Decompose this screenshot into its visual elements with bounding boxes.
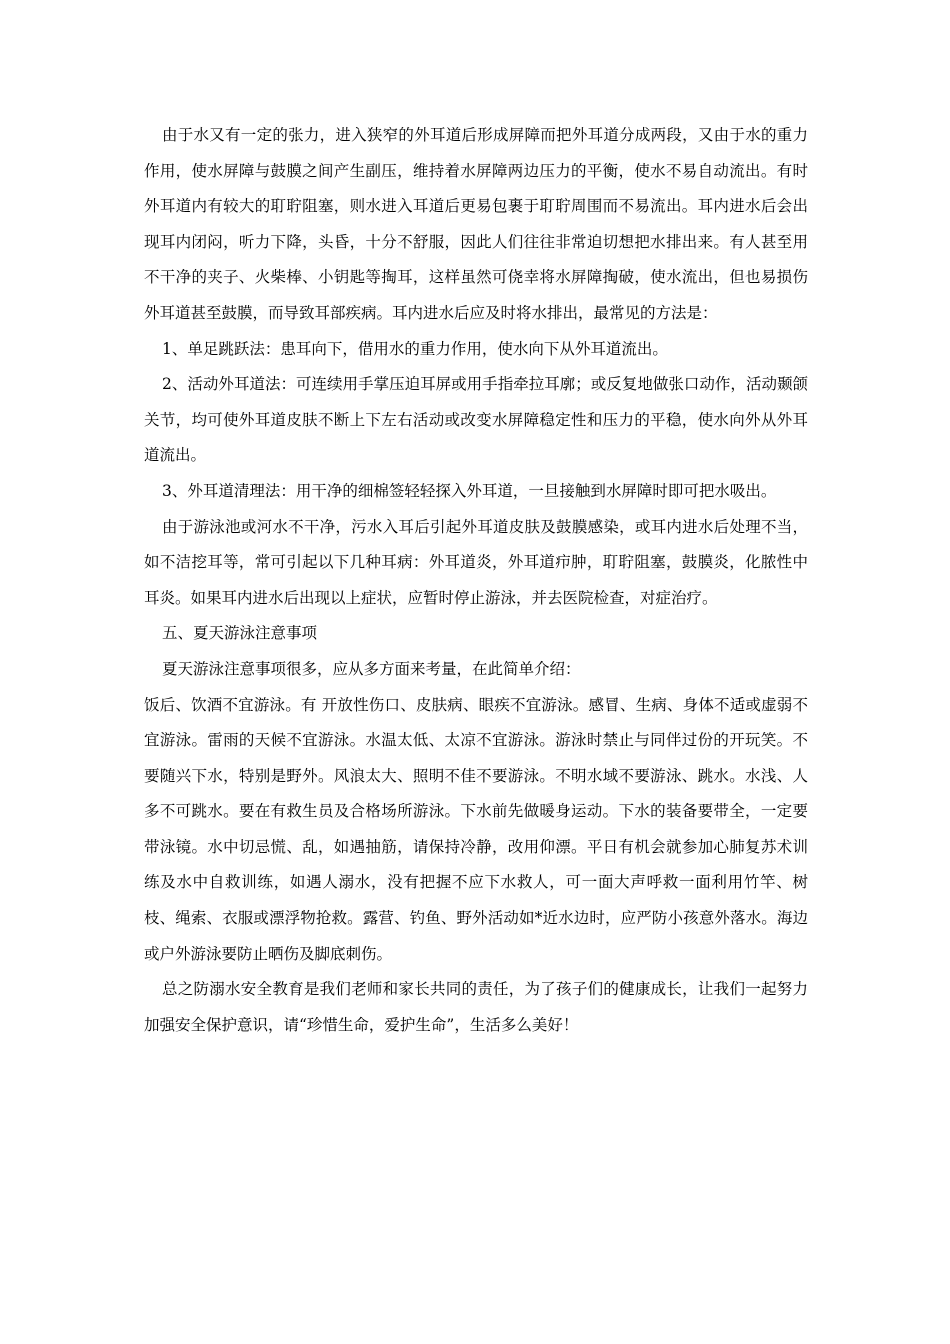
paragraph-swimming-rules: 饭后、饮酒不宜游泳。有 开放性伤口、皮肤病、眼疾不宜游泳。感冒、生病、身体不适或虚弱不宜游泳。雷雨的天候不宜游泳。水温太低、太凉不宜游泳。游泳时禁止与同伴过份的开玩笑。不要随兴下水，特别是野外。风浪太大、照明不佳不要游泳。不明水域不要游泳、跳水。水浅、人多不可跳水。要在有救生员及合格场所游泳。下水前先做暖身运动。下水的装备要带全，一定要带泳镜。水中切忌慌、乱，如遇抽筋，请保持冷静，改用仰漂。平日有机会就参加心肺复苏术训练及水中自救训练，如遇人溺水，没有把握不应下水救人，可一面大声呼救一面利用竹竿、树枝、绳索、衣服或漂浮物抢救。露营、钓鱼、野外活动如*近水边时，应严防小孩意外落水。海边或户外游泳要防止晒伤及脚底刺伤。 — [144, 695, 808, 963]
document-body — [144, 118, 808, 1043]
list-item-clean-ear-canal: 3、外耳道清理法：用干净的细棉签轻轻探入外耳道，一旦接触到水屏障时即可把水吸出。 — [162, 481, 777, 500]
paragraph-ear-infection: 由于游泳池或河水不干净，污水入耳后引起外耳道皮肤及鼓膜感染，或耳内进水后处理不当，如不洁挖耳等，常可引起以下几种耳病：外耳道炎，外耳道疖肿，耵聍阻塞，鼓膜炎，化脓性中耳炎。如果耳内进水后出现以上症状，应暂时停止游泳，并去医院检查，对症治疗。 — [144, 517, 808, 607]
section-heading-summer-swimming: 五、夏天游泳注意事项 — [162, 624, 318, 643]
paragraph-ear-water-explanation: 由于水又有一定的张力，进入狭窄的外耳道后形成屏障而把外耳道分成两段，又由于水的重力作用，使水屏障与鼓膜之间产生副压，维持着水屏障两边压力的平衡，使水不易自动流出。有时外耳道内有较大的耵聍阻塞，则水进入耳道后更易包裹于耵聍周围而不易流出。耳内进水后会出现耳内闭闷，听力下降，头昏，十分不舒服，因此人们往往非常迫切想把水排出来。有人甚至用不干净的夹子、火柴棒、小钥匙等掏耳，这样虽然可侥幸将水屏障掏破，使水流出，但也易损伤外耳道甚至鼓膜，而导致耳部疾病。耳内进水后应及时将水排出，最常见的方法是： — [144, 126, 808, 322]
list-item-single-foot-jump: 1、单足跳跃法：患耳向下，借用水的重力作用，使水向下从外耳道流出。 — [162, 339, 668, 358]
paragraph-conclusion: 总之防溺水安全教育是我们老师和家长共同的责任，为了孩子们的健康成长，让我们一起努力加强安全保护意识，请“珍惜生命，爱护生命”，生活多么美好！ — [144, 980, 808, 1034]
paragraph-summer-intro: 夏天游泳注意事项很多，应从多方面来考量，在此简单介绍： — [162, 659, 581, 678]
list-item-move-ear-canal: 2、活动外耳道法：可连续用手掌压迫耳屏或用手指牵拉耳廓；或反复地做张口动作，活动颞颌关节，均可使外耳道皮肤不断上下左右活动或改变水屏障稳定性和压力的平稳，使水向外从外耳道流出。 — [144, 375, 808, 465]
